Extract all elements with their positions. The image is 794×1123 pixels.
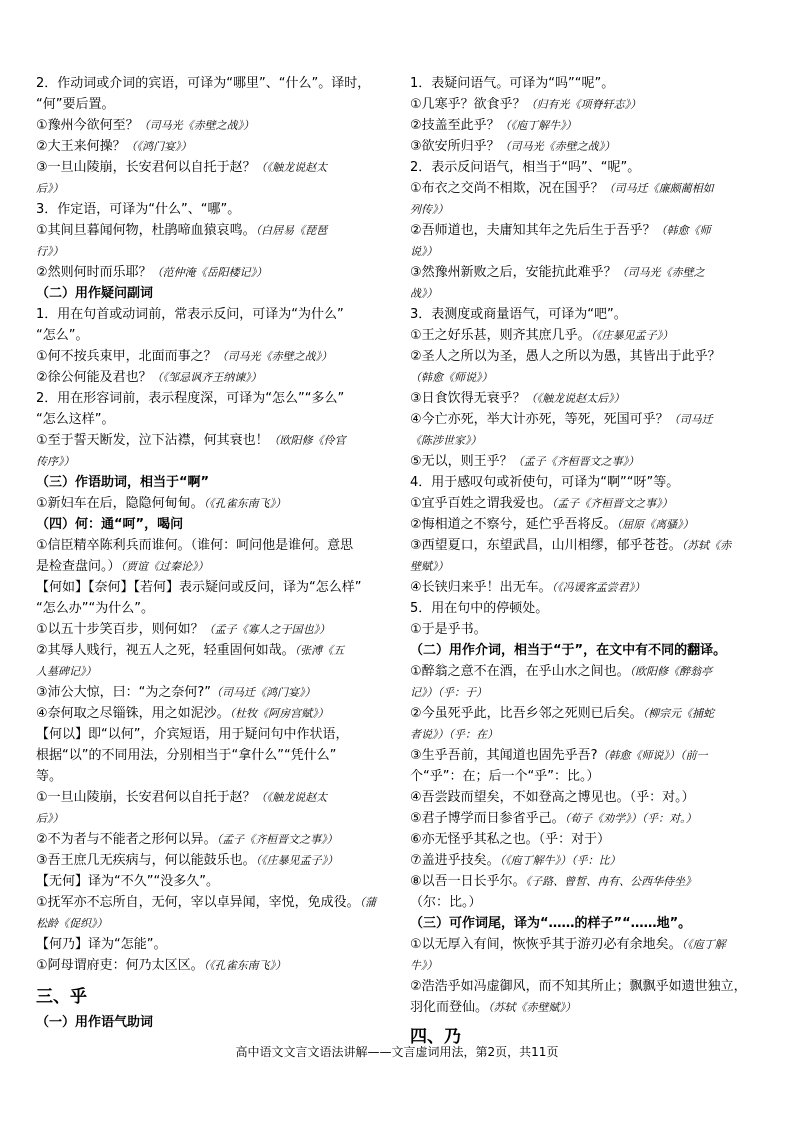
line-text: “怎么”。 xyxy=(36,328,89,343)
line-text: ③沛公大惊，曰：“为之奈何?” xyxy=(36,685,212,700)
line-text: ②然则何时而乐耶？ xyxy=(36,265,152,280)
source-citation: （欧阳修《醉翁亭 xyxy=(629,665,713,678)
line-text: 【何如】【奈何】【若何】表示疑问或反问，译为“怎么样” xyxy=(36,580,362,595)
section-heading xyxy=(410,640,765,661)
text-line xyxy=(36,157,391,178)
line-text: ①抚军亦不忘所自，无何，宰以卓异闻，宰悦，免成役。 xyxy=(36,895,360,910)
line-text: 5．用在句中的停顿处。 xyxy=(410,601,549,616)
line-text: “怎么这样”。 xyxy=(36,412,115,427)
text-line xyxy=(36,220,391,241)
text-line xyxy=(410,178,765,199)
text-line xyxy=(36,388,391,409)
section-heading xyxy=(36,283,391,304)
line-text: ①其间旦暮闻何物，杜鹃啼血猿哀鸣。 xyxy=(36,223,256,238)
source-citation: （司马迁 xyxy=(668,413,713,426)
source-citation: （司马光《赤壁之战》） xyxy=(216,350,333,363)
text-line xyxy=(410,745,765,766)
line-text: （三）可作词尾，译为“……的样子”“……地”。 xyxy=(410,916,692,931)
text-line xyxy=(36,913,391,934)
text-line xyxy=(410,136,765,157)
line-text: ①几寒乎？欲食乎？ xyxy=(410,97,526,112)
line-text: 【何以】即“以何”，介宾短语，用于疑问句中作状语， xyxy=(36,727,349,742)
line-text: 1．表疑问语气。可译为“吗”“呢”。 xyxy=(410,76,615,91)
text-line xyxy=(36,451,391,472)
line-text: ⑤君子博学而日参省乎己。 xyxy=(410,811,565,826)
source-citation: （韩愈《师 xyxy=(655,224,711,237)
line-text: 等。 xyxy=(36,769,63,784)
source-citation: （《庄暴见孟子》） xyxy=(255,854,339,867)
text-line xyxy=(410,409,765,430)
source-citation: （孟子《齐桓晋文之事》） xyxy=(512,455,640,468)
source-citation: （孟子《齐桓晋文之事》） xyxy=(216,833,338,846)
text-line xyxy=(36,829,391,850)
text-line xyxy=(410,598,765,619)
text-line xyxy=(36,808,391,829)
line-text: ③生乎吾前，其闻道也固先乎吾? xyxy=(410,748,598,763)
section-heading xyxy=(410,913,765,934)
text-line xyxy=(410,367,765,388)
text-line xyxy=(410,766,765,787)
chapter-heading: 四、乃 xyxy=(410,1027,461,1047)
text-line xyxy=(410,430,765,451)
text-line xyxy=(410,73,765,94)
text-line xyxy=(36,409,391,430)
text-line xyxy=(36,892,391,913)
text-line xyxy=(410,661,765,682)
source-citation: 列传》） xyxy=(410,203,449,216)
line-text: ①阿母谓府吏：何乃太区区。 xyxy=(36,958,204,973)
text-line xyxy=(36,934,391,955)
line-text: ①新妇车在后，隐隐何甸甸。 xyxy=(36,496,204,511)
text-line xyxy=(36,682,391,703)
line-text: ③西望夏口，东望武昌，山川相缪，郁乎苍苍。 xyxy=(410,538,682,553)
text-line xyxy=(410,787,765,808)
line-text: 羽化而登仙。 xyxy=(410,1000,489,1015)
source-citation: （《触龙说赵太后》） xyxy=(525,392,625,405)
text-line xyxy=(36,871,391,892)
text-line xyxy=(36,577,391,598)
text-line xyxy=(410,577,765,598)
source-citation: （归有光《项脊轩志》） xyxy=(525,98,642,111)
line-text: 4．用于感叹句或祈使句，可译为“啊”“呀”等。 xyxy=(410,475,680,490)
source-citation: （苏轼《赤壁赋》） xyxy=(488,1001,577,1014)
text-line xyxy=(410,262,765,283)
text-line xyxy=(36,661,391,682)
text-line xyxy=(410,892,765,913)
left-column xyxy=(36,73,391,1033)
source-citation: （杜牧《阿房宫赋》） xyxy=(229,707,329,720)
source-citation: （孟子《齐桓晋文之事》） xyxy=(551,497,673,510)
line-text: ①布衣之交尚不相欺，况在国乎？ xyxy=(410,181,604,196)
text-line xyxy=(36,262,391,283)
source-citation: （韩愈《师说》） xyxy=(410,371,493,384)
source-citation: 者说》）（乎：在） xyxy=(410,728,498,741)
text-line xyxy=(410,199,765,220)
text-line xyxy=(410,346,765,367)
line-text: 根据“以”的不同用法，分别相当于“拿什么”“凭什么” xyxy=(36,748,337,763)
source-citation: （贾谊《过秦论》） xyxy=(120,560,209,573)
text-line xyxy=(410,997,765,1018)
section-heading xyxy=(36,514,391,535)
text-line xyxy=(36,73,391,94)
line-text: ①醉翁之意不在酒，在乎山水之间也。 xyxy=(410,664,630,679)
line-text: ②其辱人贱行，视五人之死，轻重固何如哉。 xyxy=(36,643,295,658)
line-text: ②技盖至此乎？ xyxy=(410,118,500,133)
text-line xyxy=(410,388,765,409)
line-text: 是检查盘问。） xyxy=(36,559,121,574)
line-text: 3．表测度或商量语气，可译为“吧”。 xyxy=(410,307,627,322)
line-text: 3．作定语，可译为“什么”、“哪”。 xyxy=(36,202,241,217)
line-text: ②圣人之所以为圣，愚人之所以为愚，其皆出于此乎？ xyxy=(410,349,721,364)
line-text: “何”要后置。 xyxy=(36,97,115,112)
line-text: ④奈何取之尽锱铢，用之如泥沙。 xyxy=(36,706,230,721)
line-text: ⑧以吾一日长乎尔。 xyxy=(410,874,526,889)
source-citation: 后》） xyxy=(36,812,64,825)
line-text: ④长铗归来乎！出无车。 xyxy=(410,580,552,595)
text-line xyxy=(36,619,391,640)
chapter-heading: 三、乎 xyxy=(36,987,87,1007)
line-text: ①何不按兵束甲，北面而事之？ xyxy=(36,349,217,364)
line-text: ②悔相道之不察兮，延伫乎吾将反。 xyxy=(410,517,617,532)
line-text: ③日食饮得无衰乎？ xyxy=(410,391,526,406)
line-text: ①信臣精卒陈利兵而谁何。（谁何：呵问他是谁何。意思 xyxy=(36,538,354,553)
text-line xyxy=(410,304,765,325)
source-citation: 传序》） xyxy=(36,455,75,468)
source-citation: （白居易《琵琶 xyxy=(255,224,328,237)
text-line xyxy=(410,556,765,577)
text-line xyxy=(410,94,765,115)
line-text: ②徐公何能及君也？ xyxy=(36,370,152,385)
text-line xyxy=(410,703,765,724)
source-citation: 《子路、曾皙、冉有、公西华侍坐》 xyxy=(525,875,697,888)
source-citation: （《庖丁解 xyxy=(681,938,726,951)
source-citation: （孟子《寡人之于国也》） xyxy=(203,623,331,636)
line-text: （三）作语助词，相当于“啊” xyxy=(36,475,210,490)
text-line xyxy=(36,703,391,724)
text-line xyxy=(410,850,765,871)
text-line xyxy=(410,682,765,703)
line-text: ⑥亦无怪乎其私之也。（乎：对于） xyxy=(410,832,611,847)
line-text: 2．用在形容词前，表示程度深，可译为“怎么”“多么” xyxy=(36,391,345,406)
source-citation: （张溥《五 xyxy=(294,644,345,657)
source-citation: （苏轼《赤 xyxy=(681,539,732,552)
source-citation: 牛》） xyxy=(410,959,438,972)
source-citation: （《孔雀东南飞》） xyxy=(203,959,287,972)
text-line xyxy=(36,850,391,871)
text-line xyxy=(410,283,765,304)
text-line xyxy=(36,745,391,766)
source-citation: （《冯谖客孟尝君》） xyxy=(551,581,646,594)
text-line xyxy=(410,115,765,136)
page-footer: 高中语文文言文语法讲解——文言虚词用法，第2页，共11页 xyxy=(235,1045,559,1059)
source-citation: （《庖丁解牛》） xyxy=(499,119,577,132)
line-text: ②大王来何操？ xyxy=(36,139,126,154)
line-text: ⑤无以，则王乎？ xyxy=(410,454,513,469)
right-column xyxy=(410,73,765,1052)
text-line xyxy=(36,367,391,388)
text-line xyxy=(36,430,391,451)
text-line xyxy=(410,472,765,493)
line-text: ①王之好乐甚，则齐其庶几乎。 xyxy=(410,328,591,343)
source-citation: （柳宗元《捕蛇 xyxy=(642,707,715,720)
text-line xyxy=(36,136,391,157)
line-text: ⑦盖进乎技矣。 xyxy=(410,853,500,868)
text-line xyxy=(410,493,765,514)
source-citation: 松龄《促织》） xyxy=(36,917,108,930)
line-text: 个“乎”：在；后一个“乎”：比。） xyxy=(410,769,600,784)
source-citation: （《庄暴见孟子》） xyxy=(590,329,674,342)
source-citation: 记》）（乎：于） xyxy=(410,686,487,699)
text-line xyxy=(36,94,391,115)
line-text: ①豫州今欲何至？ xyxy=(36,118,139,133)
source-citation: （司马迁《鸿门宴》） xyxy=(211,686,316,699)
text-line xyxy=(410,934,765,955)
text-line xyxy=(410,808,765,829)
line-text: ④吾尝跂而望矣，不如登高之博见也。（乎：对。） xyxy=(410,790,695,805)
text-line xyxy=(36,325,391,346)
text-line xyxy=(410,955,765,976)
text-line xyxy=(36,493,391,514)
source-citation: （屈原《离骚》） xyxy=(616,518,694,531)
line-text: 2．表示反问语气，相当于“吗”、“呢”。 xyxy=(410,160,641,175)
line-text: ③一旦山陵崩，长安君何以自托于赵？ xyxy=(36,160,256,175)
source-citation: （《孔雀东南飞》） xyxy=(203,497,287,510)
line-text: ②吾师道也，夫庸知其年之先后生于吾乎？ xyxy=(410,223,656,238)
source-citation: （《触龙说赵太 xyxy=(255,161,328,174)
text-line xyxy=(410,871,765,892)
source-citation: （司马迁《廉颇蔺相如 xyxy=(603,182,714,195)
line-text: ②不为者与不能者之形何以异。 xyxy=(36,832,217,847)
line-text: ②浩浩乎如冯虚御风，而不知其所止；飘飘乎如遗世独立， xyxy=(410,979,747,994)
text-line xyxy=(410,619,765,640)
line-text: ③然豫州新败之后，安能抗此难乎？ xyxy=(410,265,617,280)
text-line xyxy=(36,115,391,136)
source-citation: （欧阳修《伶官 xyxy=(268,434,346,447)
line-text: 【无何】译为“不久”“没多久”。 xyxy=(36,874,219,889)
text-line xyxy=(36,724,391,745)
text-line xyxy=(36,199,391,220)
text-line xyxy=(410,829,765,850)
source-citation: 人墓碑记》） xyxy=(36,665,97,678)
source-citation: 行》） xyxy=(36,245,64,258)
text-line xyxy=(36,955,391,976)
line-text: ①以无厚入有间，恢恢乎其于游刃必有余地矣。 xyxy=(410,937,682,952)
source-citation: （《触龙说赵太 xyxy=(255,791,328,804)
text-line xyxy=(36,766,391,787)
line-text: ①于是乎书。 xyxy=(410,622,487,637)
line-text: ①一旦山陵崩，长安君何以自托于赵？ xyxy=(36,790,256,805)
source-citation: （《邹忌讽齐王纳谏》） xyxy=(151,371,262,384)
source-citation: （蒲 xyxy=(359,896,377,909)
source-citation: 壁赋》） xyxy=(410,560,449,573)
text-line xyxy=(36,304,391,325)
text-line xyxy=(410,325,765,346)
source-citation: 说》） xyxy=(410,245,438,258)
line-text: （二）用作介词，相当于“于”，在文中有不同的翻译。 xyxy=(410,643,727,658)
line-text: （四）何：通“呵”，喝问 xyxy=(36,517,184,532)
text-line xyxy=(36,178,391,199)
text-line xyxy=(36,346,391,367)
line-text: （尔：比。） xyxy=(410,895,482,910)
section-heading: （一）用作语气助词 xyxy=(36,1015,154,1030)
source-citation: （司马光《赤壁之战》） xyxy=(499,140,616,153)
text-line xyxy=(410,220,765,241)
line-text: 2．作动词或介词的宾语，可译为“哪里”、“什么”。译时， xyxy=(36,76,371,91)
text-line xyxy=(410,451,765,472)
text-line xyxy=(410,724,765,745)
source-citation: 战》） xyxy=(410,287,438,300)
line-text: ②今虽死乎此，比吾乡邻之死则已后矣。 xyxy=(410,706,643,721)
text-line xyxy=(36,535,391,556)
source-citation: （韩愈《师说》）（前一 xyxy=(597,749,708,762)
line-text: “怎么办”“为什么”。 xyxy=(36,601,154,616)
line-text: ①以五十步笑百步，则何如？ xyxy=(36,622,204,637)
section-heading xyxy=(36,472,391,493)
text-line xyxy=(410,976,765,997)
line-text: 【何乃】译为“怎能”。 xyxy=(36,937,167,952)
source-citation: （《庖丁解牛》）（乎：比） xyxy=(499,854,621,867)
line-text: ③欲安所归乎？ xyxy=(410,139,500,154)
line-text: ③吾王庶几无疾病与，何以能鼓乐也。 xyxy=(36,853,256,868)
line-text: 1．用在句首或动词前，常表示反问，可译为“为什么” xyxy=(36,307,344,322)
text-line xyxy=(410,514,765,535)
text-line xyxy=(410,241,765,262)
text-line xyxy=(410,157,765,178)
source-citation: （司马光《赤壁之战》） xyxy=(138,119,255,132)
source-citation: （范仲淹《岳阳楼记》） xyxy=(151,266,268,279)
source-citation: （司马光《赤壁之 xyxy=(616,266,705,279)
source-citation: 后》） xyxy=(36,182,64,195)
source-citation: 《陈涉世家》） xyxy=(410,434,482,447)
text-line xyxy=(36,556,391,577)
line-text: ①宜乎百姓之谓我爱也。 xyxy=(410,496,552,511)
line-text: （二）用作疑问副词 xyxy=(36,286,154,301)
text-line xyxy=(36,787,391,808)
line-text: ①至于誓天断发，泣下沾襟，何其衰也！ xyxy=(36,433,269,448)
text-line xyxy=(36,640,391,661)
source-citation: （荀子《劝学》）（乎：对。） xyxy=(564,812,697,825)
text-line xyxy=(36,598,391,619)
line-text: ④今亡亦死，举大计亦死，等死，死国可乎？ xyxy=(410,412,669,427)
source-citation: （《鸿门宴》） xyxy=(125,140,192,153)
text-line xyxy=(410,535,765,556)
text-line xyxy=(36,241,391,262)
